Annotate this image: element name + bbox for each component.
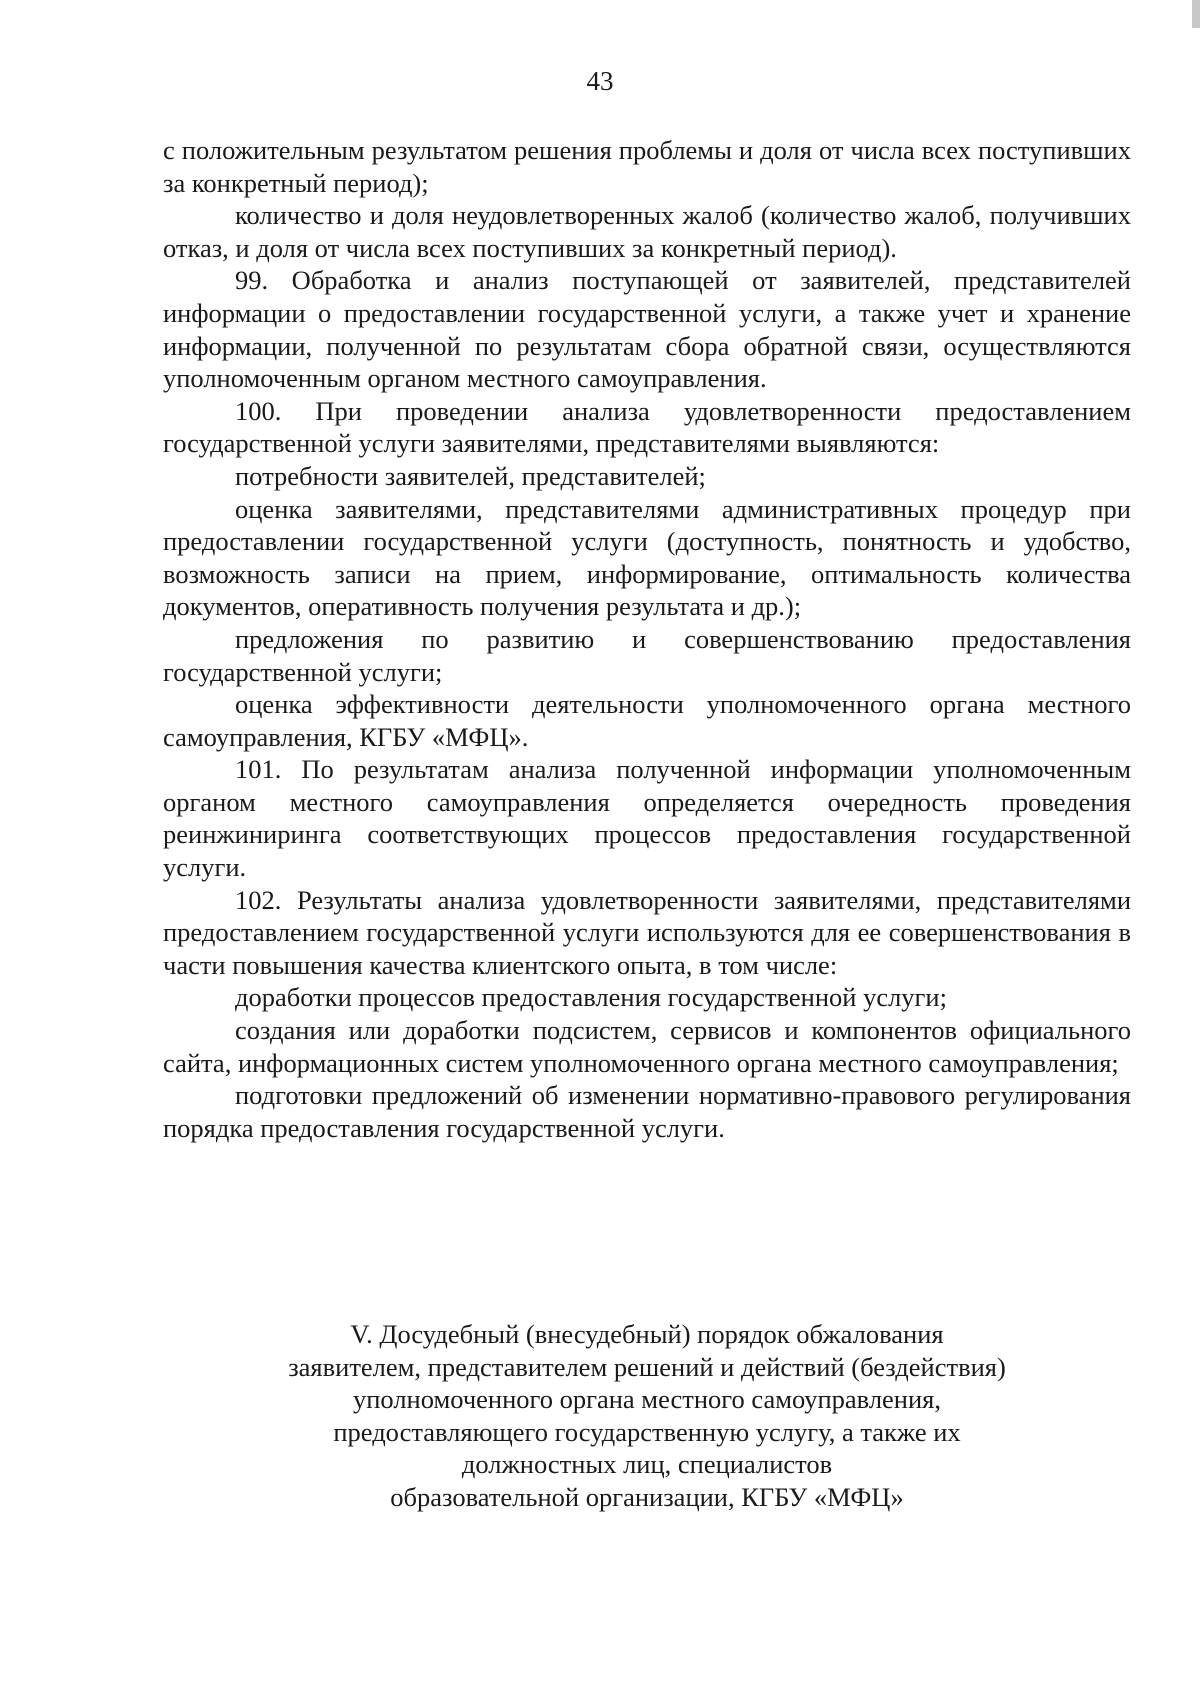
section-heading-line: заявителем, представителем решений и действий (бездействия) xyxy=(288,1351,1006,1382)
scan-edge-mark xyxy=(1192,0,1200,28)
section-heading xyxy=(163,1318,1131,1514)
section-heading-line: должностных лиц, специалистов xyxy=(461,1449,833,1480)
section-heading-line: уполномоченного органа местного самоуправления, xyxy=(353,1384,941,1415)
page-number: 43 xyxy=(586,66,614,96)
paragraph: подготовки предложений об изменении нормативно-правового регулирования порядка предоставления государственной услуги. xyxy=(163,1080,1131,1143)
section-heading-line: предоставляющего государственную услугу, а также их xyxy=(333,1416,961,1447)
paragraph: с положительным результатом решения проблемы и доля от числа всех поступивших за конкретный период); xyxy=(163,135,1131,198)
paragraph-item-100: 100. При проведении анализа удовлетворенности предоставлением государственной услуги заявителями, представителями выявляются: xyxy=(163,395,1131,459)
paragraph-item-99: 99. Обработка и анализ поступающей от заявителей, представителей информации о предоставлении государственной услуги, а также учет и хранение информации, полученной по результатам сбора обратной связи, осуществляются уполномоченным органом местного самоуправления. xyxy=(163,265,1131,394)
section-heading-line: V. Досудебный (внесудебный) порядок обжалования xyxy=(350,1319,944,1349)
paragraph: количество и доля неудовлетворенных жалоб (количество жалоб, получивших отказ, и доля от числа всех поступивших за конкретный период). xyxy=(163,200,1131,263)
section-heading-line: образовательной организации, КГБУ «МФЦ» xyxy=(390,1481,904,1512)
body-text xyxy=(163,134,1131,1144)
paragraph: оценка заявителями, представителями административных процедур при предоставлении государственной услуги (доступность, понятность и удобство, возможность записи на прием, информирование, оптимальность количества документов, оперативность получения результата и др.); xyxy=(163,493,1131,622)
paragraph: потребности заявителей, представителей; xyxy=(235,460,706,491)
paragraph-item-102: 102. Результаты анализа удовлетворенности заявителями, представителями предоставлением государственной услуги используются для ее совершенствования в части повышения качества клиентского опыта, в том числе: xyxy=(163,884,1131,980)
paragraph-item-101: 101. По результатам анализа полученной информации уполномоченным органом местного самоуправления определяется очередность проведения реинжиниринга соответствующих процессов предоставления государственной услуги. xyxy=(163,754,1131,883)
paragraph: создания или доработки подсистем, сервисов и компонентов официального сайта, информационных систем уполномоченного органа местного самоуправления; xyxy=(163,1015,1131,1078)
paragraph: оценка эффективности деятельности уполномоченного органа местного самоуправления, КГБУ «МФЦ». xyxy=(163,689,1131,752)
paragraph: предложения по развитию и совершенствованию предоставления государственной услуги; xyxy=(163,623,1131,687)
paragraph: доработки процессов предоставления государственной услуги; xyxy=(235,982,947,1013)
